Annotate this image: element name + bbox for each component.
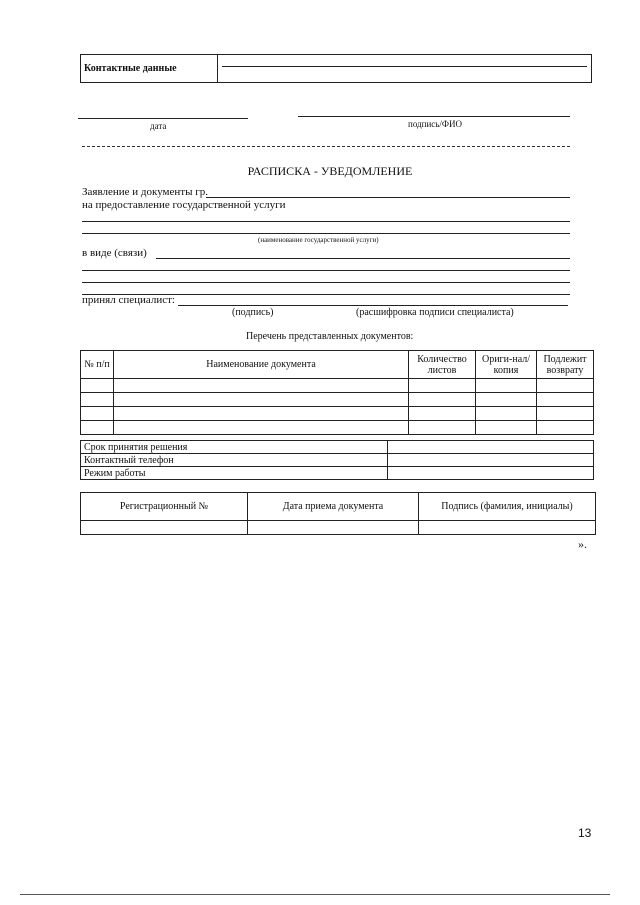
service-line-2[interactable]: [82, 233, 570, 234]
form-label: в виде (связи): [82, 247, 147, 259]
docs-header-name: Наименование документа: [114, 351, 409, 379]
contact-data-label-text: Контактные данные: [84, 63, 177, 74]
statement-line-1: Заявление и документы гр.: [82, 186, 208, 198]
info-label-hours: Режим работы: [81, 467, 388, 480]
date-line[interactable]: [78, 118, 248, 119]
table-cell[interactable]: [476, 379, 537, 393]
table-cell[interactable]: [114, 393, 409, 407]
docs-header-original: Ориги-нал/копия: [476, 351, 537, 379]
table-cell[interactable]: [409, 393, 476, 407]
table-row[interactable]: [81, 521, 596, 535]
service-line-1[interactable]: [82, 221, 570, 222]
info-value-phone[interactable]: [388, 454, 594, 467]
signature-fio-line[interactable]: [298, 116, 570, 117]
table-row[interactable]: [81, 393, 594, 407]
table-cell[interactable]: [409, 379, 476, 393]
table-cell[interactable]: [409, 421, 476, 435]
docs-header-sheets: Количество листов: [409, 351, 476, 379]
contact-data-value[interactable]: [218, 55, 592, 83]
table-row: [81, 441, 594, 454]
service-caption: (наименование государственной услуги): [258, 236, 379, 244]
accepted-signature-line[interactable]: [178, 305, 568, 306]
info-value-deadline[interactable]: [388, 441, 594, 454]
table-cell[interactable]: [419, 521, 596, 535]
cut-line: [82, 146, 570, 147]
accepted-label: принял специалист:: [82, 294, 175, 306]
table-cell[interactable]: [537, 407, 594, 421]
reg-header-date: Дата приема документа: [248, 493, 419, 521]
table-cell[interactable]: [81, 407, 114, 421]
signature-fio-caption: подпись/ФИО: [408, 119, 462, 129]
documents-table: [80, 350, 594, 435]
table-cell[interactable]: [537, 421, 594, 435]
reg-header-number: Регистрационный №: [81, 493, 248, 521]
date-caption: дата: [150, 121, 167, 131]
page-bottom-edge: [20, 894, 610, 895]
table-cell[interactable]: [114, 407, 409, 421]
form-line-1[interactable]: [156, 258, 570, 259]
table-cell[interactable]: [81, 421, 114, 435]
docs-header-return: Подлежит возврату: [537, 351, 594, 379]
form-line-3[interactable]: [82, 282, 570, 283]
table-row: [81, 467, 594, 480]
page-number: 13: [578, 826, 592, 840]
table-cell[interactable]: [409, 407, 476, 421]
closing-mark: ».: [578, 537, 587, 551]
accepted-sign-caption: (подпись): [232, 307, 274, 318]
documents-list-title: Перечень представленных документов:: [246, 331, 414, 342]
table-cell[interactable]: [248, 521, 419, 535]
table-row[interactable]: [81, 379, 594, 393]
table-cell[interactable]: [476, 421, 537, 435]
form-line-2[interactable]: [82, 270, 570, 271]
table-row[interactable]: [81, 407, 594, 421]
table-cell[interactable]: [537, 379, 594, 393]
reg-header-signature: Подпись (фамилия, инициалы): [419, 493, 596, 521]
table-cell[interactable]: [476, 393, 537, 407]
table-cell[interactable]: [537, 393, 594, 407]
table-row[interactable]: [81, 421, 594, 435]
accepted-decipher-caption: (расшифровка подписи специалиста): [356, 307, 514, 318]
info-label-deadline: Срок принятия решения: [81, 441, 388, 454]
table-cell[interactable]: [114, 421, 409, 435]
table-cell[interactable]: [114, 379, 409, 393]
table-row: [81, 454, 594, 467]
applicant-name-line[interactable]: [206, 197, 570, 198]
receipt-title: РАСПИСКА - УВЕДОМЛЕНИЕ: [247, 164, 413, 178]
info-value-hours[interactable]: [388, 467, 594, 480]
statement-line-2: на предоставление государственной услуги: [82, 199, 286, 211]
table-cell[interactable]: [81, 521, 248, 535]
contact-data-label: [81, 55, 218, 83]
contact-data-box: [80, 54, 592, 83]
table-cell[interactable]: [476, 407, 537, 421]
info-label-phone: Контактный телефон: [81, 454, 388, 467]
info-table: [80, 440, 594, 480]
registration-table: [80, 492, 596, 535]
docs-header-number: № п/п: [81, 351, 114, 379]
table-cell[interactable]: [81, 379, 114, 393]
table-cell[interactable]: [81, 393, 114, 407]
